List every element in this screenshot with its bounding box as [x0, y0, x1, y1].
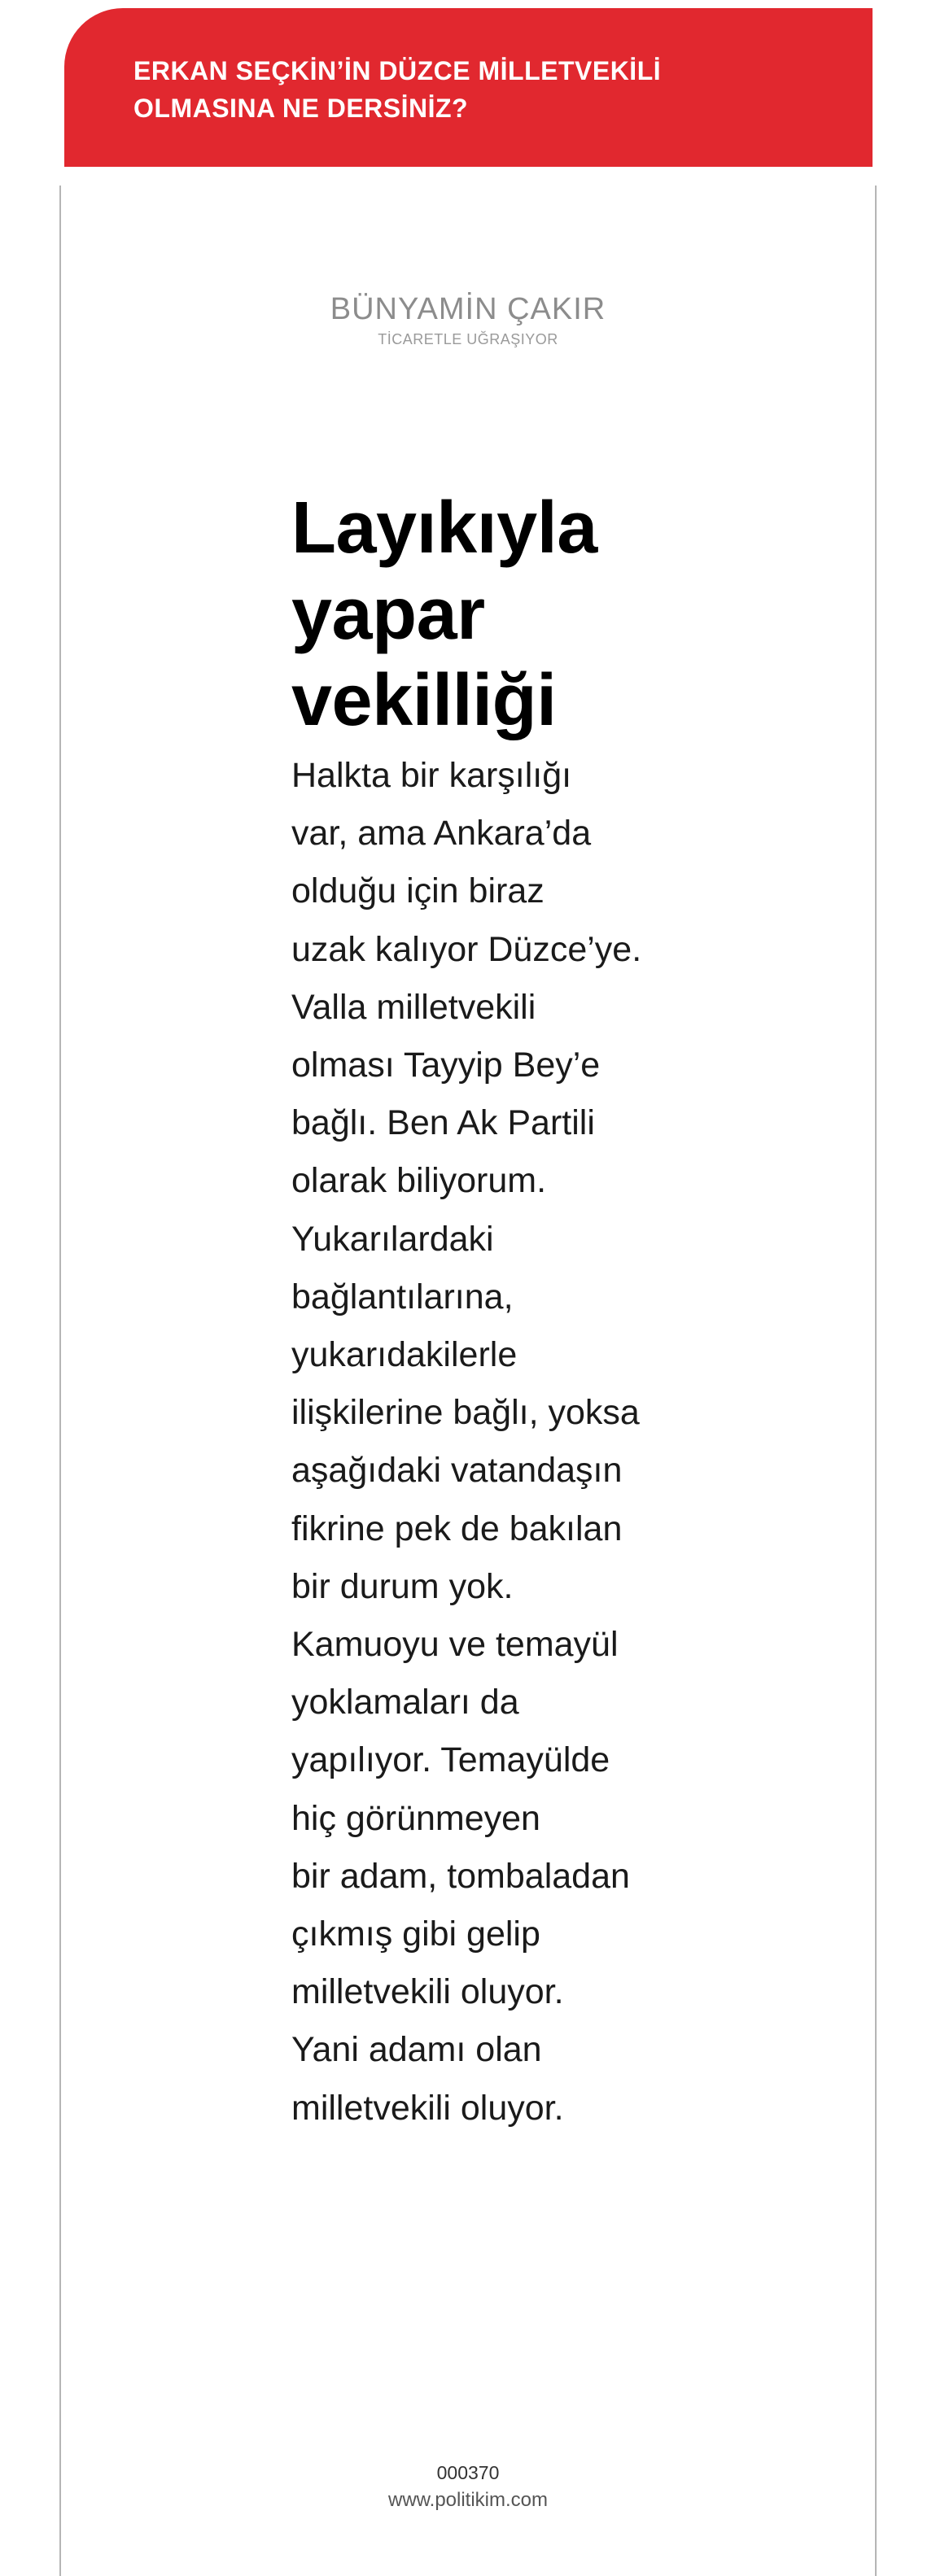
body-line: Yukarılardaki — [291, 1219, 494, 1259]
body-line: bağlı. Ben Ak Partili — [291, 1103, 595, 1143]
body-line: olarak biliyorum. — [291, 1161, 547, 1201]
body-line: yoklamaları da — [291, 1683, 519, 1722]
body-line: yukarıdakilerle — [291, 1335, 518, 1375]
body-line: Valla milletvekili — [291, 987, 536, 1027]
body-line: bir adam, tombaladan — [291, 1856, 630, 1896]
body-line: var, ama Ankara’da — [291, 814, 592, 854]
body-line: fikrine pek de bakılan — [291, 1508, 623, 1548]
body-line: ilişkilerine bağlı, yoksa — [291, 1393, 640, 1433]
body-line: bağlantılarına, — [291, 1277, 514, 1316]
headline-line-2: yapar — [291, 574, 485, 655]
body-line: olduğu için biraz — [291, 871, 545, 911]
banner-title-line-2: OLMASINA NE DERSİNİZ? — [133, 94, 469, 123]
body-line: hiç görünmeyen — [291, 1798, 540, 1838]
body-line: yapılıyor. Temayülde — [291, 1740, 610, 1780]
banner-title — [133, 52, 752, 127]
body-line: Kamuoyu ve temayül — [291, 1625, 619, 1665]
frame-right-rule — [875, 186, 877, 2576]
article — [291, 485, 747, 2137]
body-line: Yani adamı olan — [291, 2030, 542, 2070]
author-name: BÜNYAMİN ÇAKIR — [330, 292, 606, 326]
frame-left-rule — [59, 186, 61, 2576]
footer-code: 000370 — [436, 2462, 500, 2483]
body-line: çıkmış gibi gelip — [291, 1915, 540, 1954]
banner-title-line-1: ERKAN SEÇKİN’İN DÜZCE MİLLETVEKİLİ — [133, 56, 662, 85]
headline-line-1: Layıkıyla — [291, 487, 597, 569]
footer-url: www.politikim.com — [387, 2489, 549, 2511]
question-banner — [64, 8, 873, 167]
body-line: Halkta bir karşılığı — [291, 756, 572, 795]
body-line: uzak kalıyor Düzce’ye. — [291, 929, 642, 969]
body-line: milletvekili oluyor. — [291, 1972, 564, 2012]
body-line: bir durum yok. — [291, 1566, 514, 1606]
body-line: olması Tayyip Bey’e — [291, 1046, 601, 1085]
body-line: milletvekili oluyor. — [291, 2088, 564, 2128]
article-headline — [291, 485, 747, 744]
body-line: aşağıdaki vatandaşın — [291, 1451, 623, 1491]
headline-line-3: vekilliği — [291, 660, 557, 741]
page-footer — [0, 2459, 936, 2514]
author-block — [0, 291, 936, 350]
author-role: TİCARETLE UĞRAŞIYOR — [378, 331, 558, 347]
article-body — [291, 747, 747, 2137]
